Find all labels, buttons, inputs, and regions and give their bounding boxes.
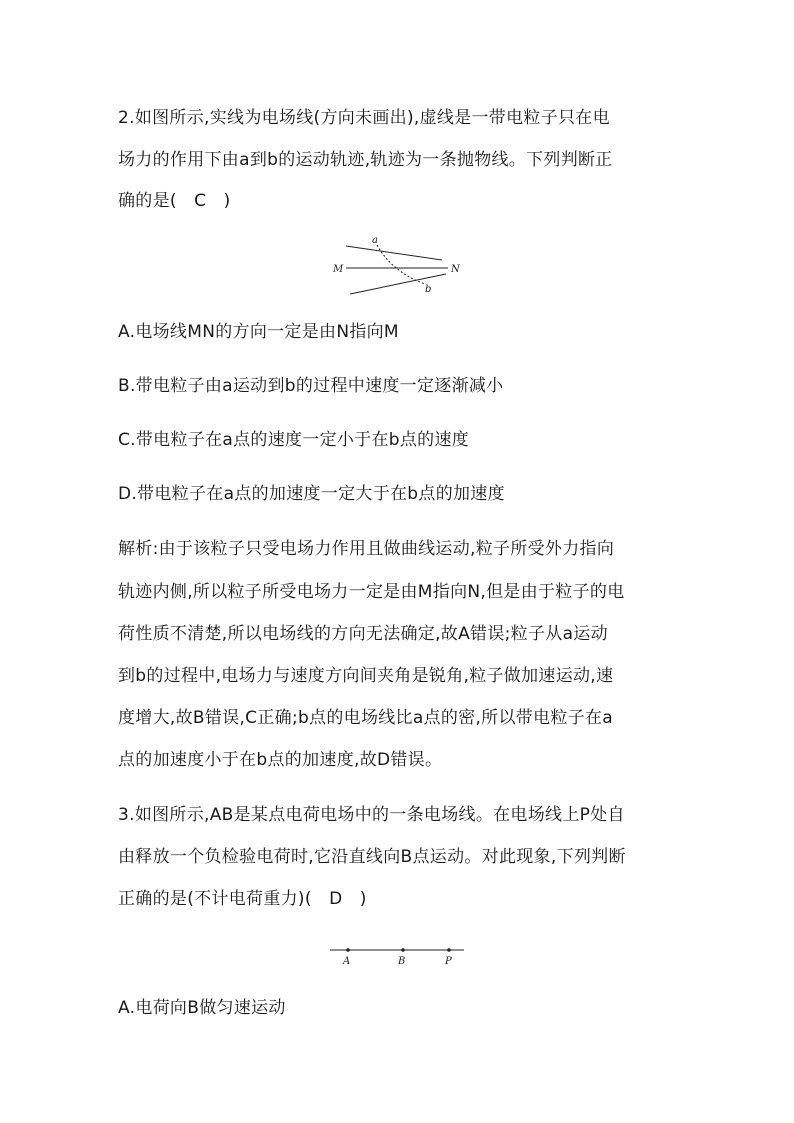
label-A: A <box>343 956 351 967</box>
q3-stem-line-1: 3.如图所示,AB是某点电荷电场中的一条电场线。在电场线上P处自 <box>118 805 625 825</box>
q2-analysis-line-6: 点的加速度小于在b点的加速度,故D错误。 <box>118 750 443 770</box>
point-b <box>401 948 405 952</box>
field-line-bottom <box>350 274 446 294</box>
q2-stem-line-1: 2.如图所示,实线为电场线(方向未画出),虚线是一带电粒子只在电 <box>118 108 610 128</box>
q2-analysis-line-3: 荷性质不清楚,所以电场线的方向无法确定,故A错误;粒子从a运动 <box>118 624 608 644</box>
q3-stem-line-2: 由释放一个负检验电荷时,它沿直线向B点运动。对此现象,下列判断 <box>118 847 626 867</box>
label-P: P <box>445 956 452 967</box>
q2-option-d: D.带电粒子在a点的加速度一定大于在b点的加速度 <box>118 484 505 504</box>
point-a <box>346 948 350 952</box>
point-p <box>447 948 451 952</box>
q2-analysis-line-4: 到b的过程中,电场力与速度方向间夹角是锐角,粒子做加速运动,速 <box>118 666 614 686</box>
label-M: M <box>333 264 344 275</box>
q2-analysis-line-5: 度增大,故B错误,C正确;b点的电场线比a点的密,所以带电粒子在a <box>118 708 613 728</box>
q2-analysis-line-2: 轨迹内侧,所以粒子所受电场力一定是由M指向N,但是由于粒子的电 <box>118 582 625 602</box>
q2-option-c: C.带电粒子在a点的速度一定小于在b点的速度 <box>118 430 470 450</box>
q2-option-a: A.电场线MN的方向一定是由N指向M <box>118 322 399 342</box>
q3-field-line-figure <box>328 940 468 968</box>
q2-option-b: B.带电粒子由a运动到b的过程中速度一定逐渐减小 <box>118 376 504 396</box>
q2-analysis-line-1: 解析:由于该粒子只受电场力作用且做曲线运动,粒子所受外力指向 <box>118 539 615 559</box>
q3-stem-line-3: 正确的是(不计电荷重力)( D ) <box>118 889 367 909</box>
trajectory-dashed <box>377 245 425 284</box>
q2-stem-line-2: 场力的作用下由a到b的运动轨迹,轨迹为一条抛物线。下列判断正 <box>118 150 613 170</box>
q3-option-a: A.电荷向B做匀速运动 <box>118 998 286 1018</box>
label-b: b <box>425 284 432 295</box>
q2-field-line-figure <box>330 232 470 298</box>
field-line-top <box>346 246 442 260</box>
label-a: a <box>372 235 378 246</box>
label-B: B <box>398 956 406 967</box>
q2-stem-line-3: 确的是( C ) <box>118 191 231 211</box>
label-N: N <box>451 264 460 275</box>
